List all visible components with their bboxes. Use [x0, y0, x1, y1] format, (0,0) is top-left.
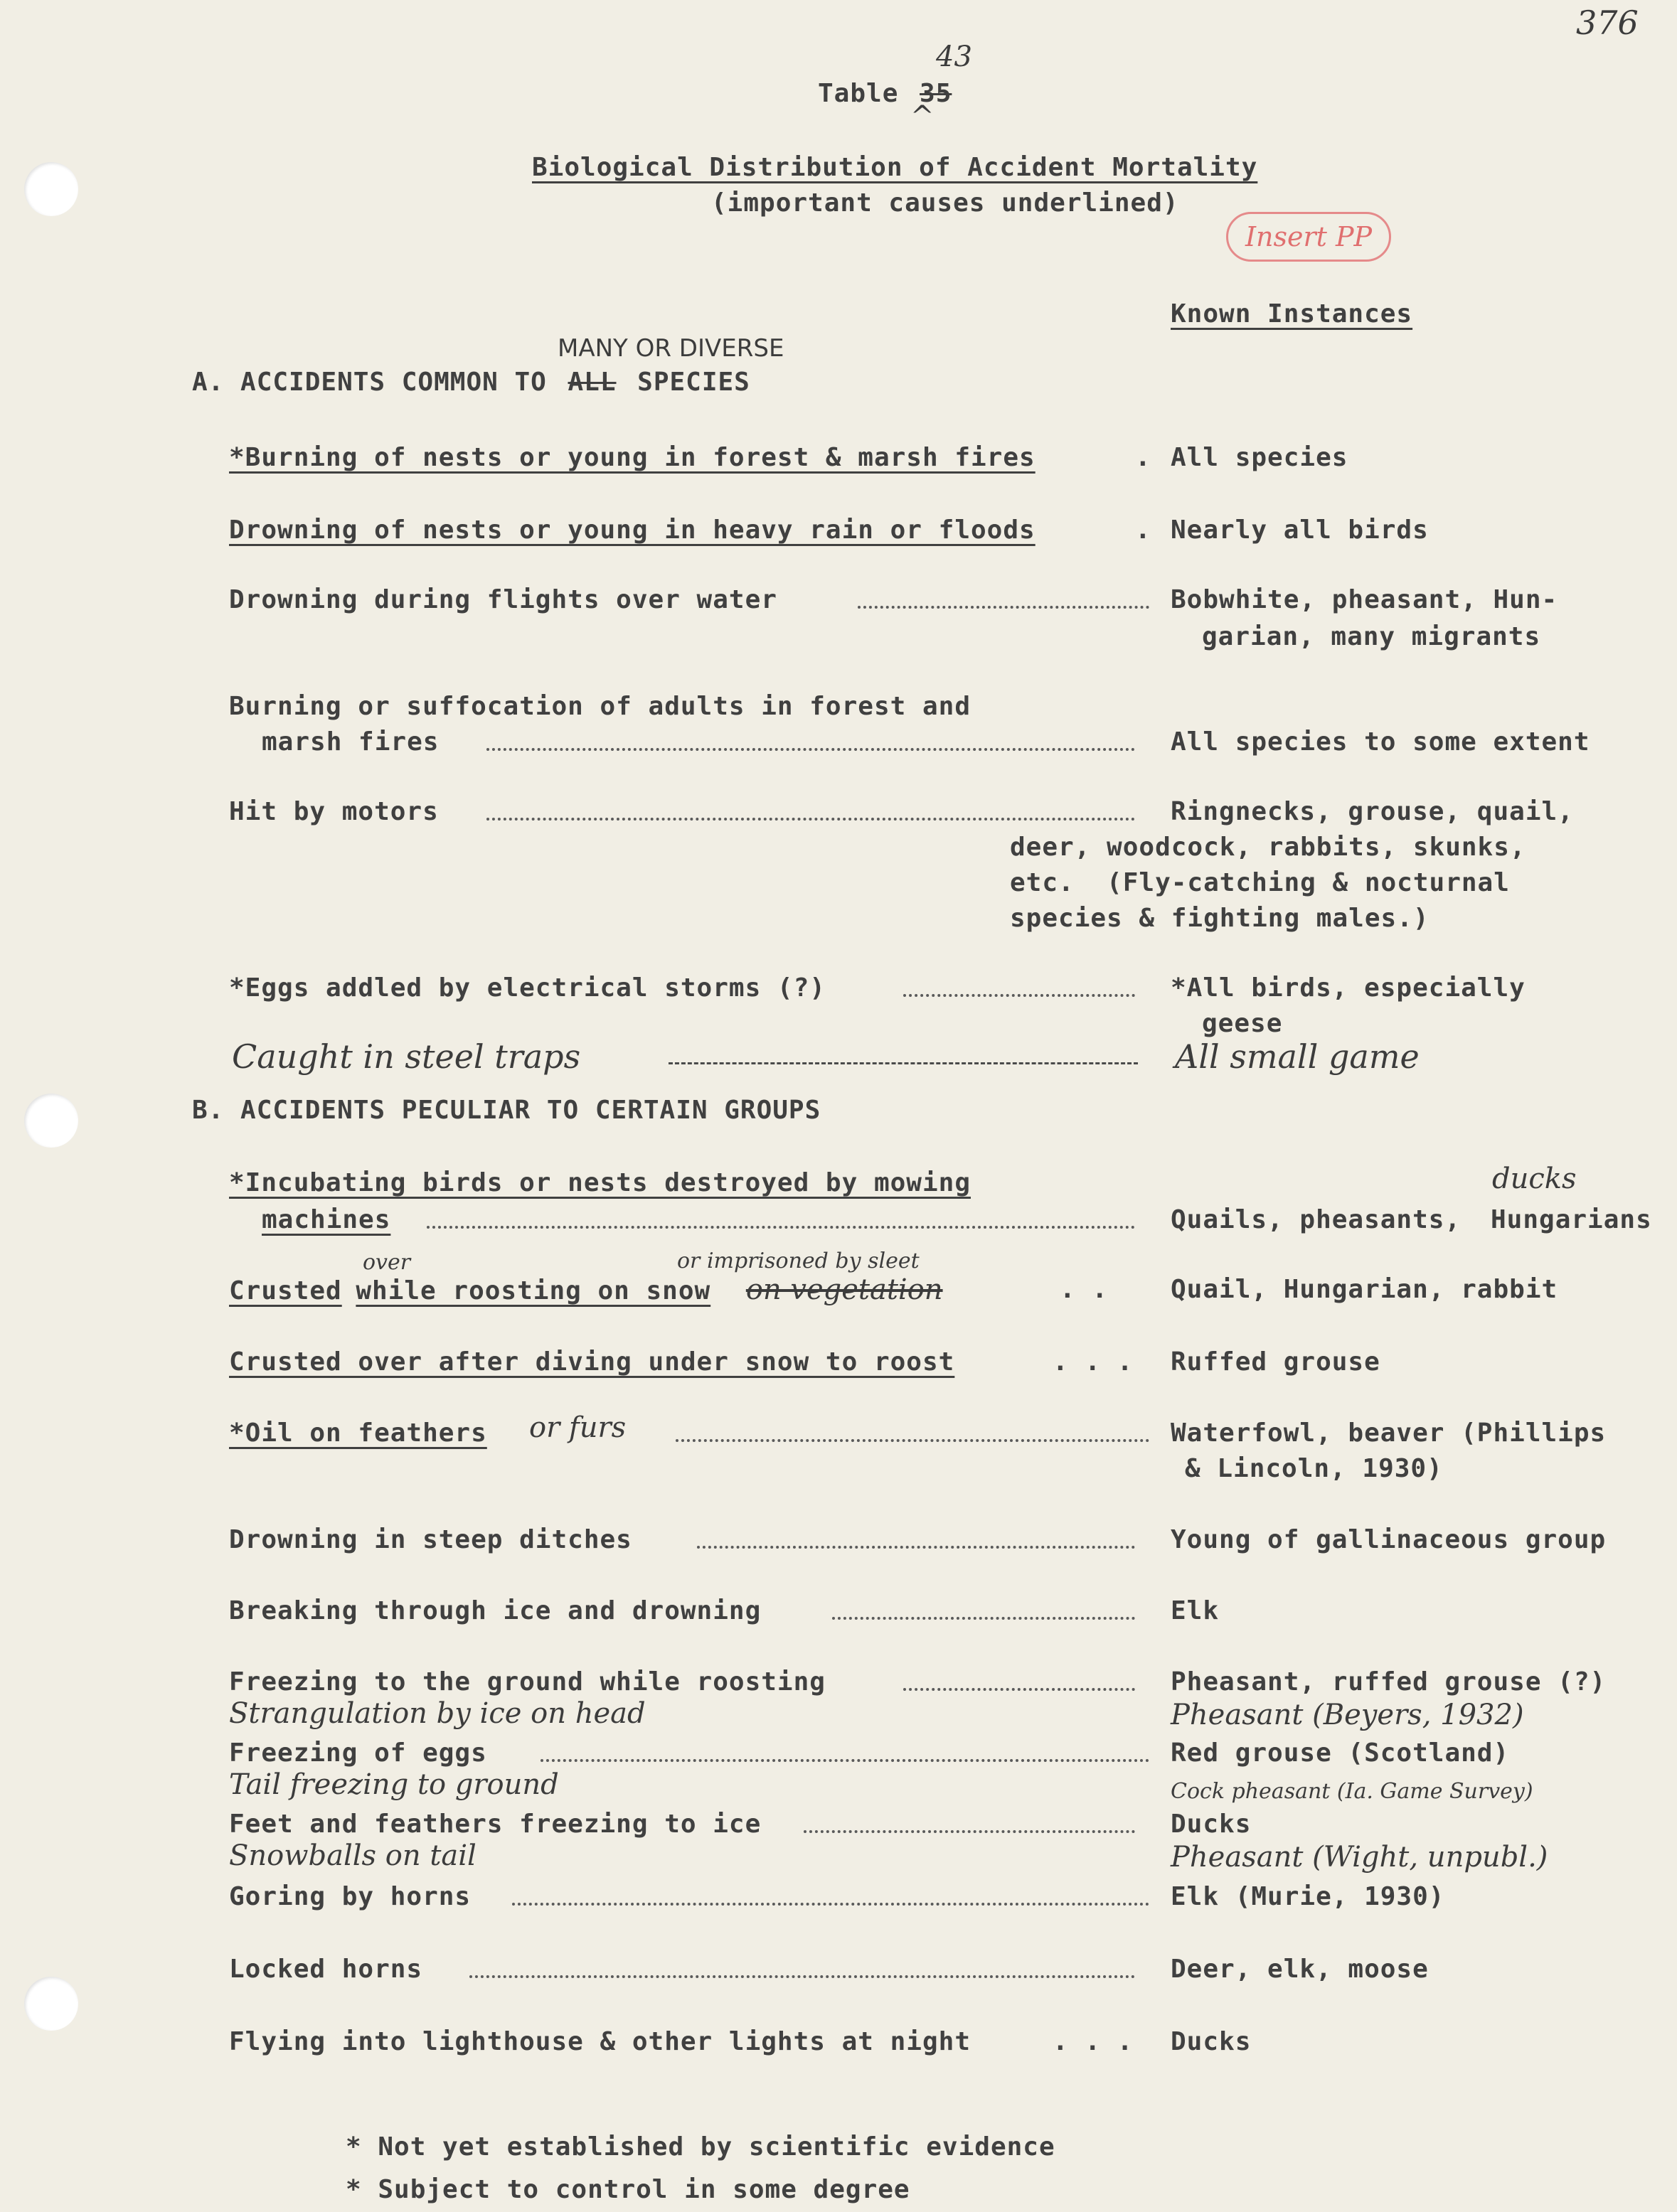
b-row-2-insert-sleet: or imprisoned by sleet	[677, 1249, 920, 1273]
b-row-3-instances: Ruffed grouse	[1171, 1347, 1380, 1377]
b-row-12-instances: Ducks	[1171, 2027, 1252, 2056]
a-row-5-instances-3: etc. (Fly-catching & nocturnal	[1010, 868, 1510, 897]
column-header-known-instances: Known Instances	[1171, 299, 1413, 328]
b-row-10-instances: Elk (Murie, 1930)	[1171, 1882, 1445, 1911]
b-hand-2-instances: Cock pheasant (Ia. Game Survey)	[1171, 1779, 1533, 1804]
b-hand-2-cause: Tail freezing to ground	[229, 1768, 559, 1801]
b-row-6-cause: Breaking through ice and drowning	[229, 1596, 762, 1625]
a-row-6-cause: *Eggs addled by electrical storms (?)	[229, 973, 826, 1003]
a-handwritten-cause: Caught in steel traps	[232, 1037, 581, 1076]
b-row-11-leader	[469, 1975, 1135, 1978]
a-row-4-instances: All species to some extent	[1171, 727, 1590, 757]
section-a-heading	[192, 365, 750, 400]
b-row-6-instances: Elk	[1171, 1596, 1220, 1625]
table-number-caret: ^	[910, 100, 935, 133]
a-row-5-instances-4: species & fighting males.)	[1010, 904, 1430, 933]
footnote-1: * Not yet established by scientific evidence	[346, 2132, 1055, 2162]
a-row-5-instances: Ringnecks, grouse, quail,	[1171, 797, 1574, 826]
b-row-6-leader	[832, 1617, 1135, 1620]
insert-stamp: Insert PP	[1226, 212, 1391, 262]
table-label: Table	[818, 79, 899, 108]
a-row-3-leader	[858, 606, 1149, 609]
b-row-2-insert-over: over	[363, 1250, 411, 1275]
b-row-1-instances: Quails, pheasants,	[1171, 1205, 1462, 1234]
a-row-6-instances: *All birds, especially	[1171, 973, 1526, 1003]
b-row-1-instances-end: Hungarians	[1491, 1205, 1652, 1234]
a-row-1-instances: All species	[1171, 443, 1348, 472]
b-row-12-dots: . . .	[1053, 2027, 1134, 2056]
section-a-heading-after: SPECIES	[637, 368, 750, 397]
a-row-4-leader	[486, 748, 1135, 751]
a-row-4-cause-2: marsh fires	[262, 727, 440, 757]
b-row-4-instances: Waterfowl, beaver (Phillips	[1171, 1418, 1607, 1448]
b-row-9-cause: Feet and feathers freezing to ice	[229, 1810, 762, 1839]
a-row-2-dot: .	[1135, 515, 1151, 545]
b-row-11-cause: Locked horns	[229, 1955, 423, 1984]
b-row-3-dots: . . .	[1053, 1347, 1134, 1377]
a-row-1-cause: *Burning of nests or young in forest & marsh fires	[229, 443, 1036, 472]
b-row-10-cause: Goring by horns	[229, 1882, 472, 1911]
b-row-12-cause: Flying into lighthouse & other lights at night	[229, 2027, 971, 2056]
b-row-4-cause: *Oil on feathers	[229, 1418, 487, 1448]
a-row-5-cause: Hit by motors	[229, 797, 439, 826]
b-row-8-leader	[541, 1759, 1149, 1762]
b-row-5-leader	[697, 1546, 1135, 1549]
b-row-4-hand: or furs	[529, 1411, 627, 1444]
footnote-2: * Subject to control in some degree	[346, 2175, 910, 2204]
punch-hole-middle	[24, 1094, 78, 1148]
b-row-7-cause: Freezing to the ground while roosting	[229, 1667, 826, 1697]
b-hand-1-cause: Strangulation by ice on head	[229, 1697, 646, 1730]
b-row-4-instances-2: & Lincoln, 1930)	[1185, 1454, 1443, 1483]
a-handwritten-instances: All small game	[1175, 1037, 1420, 1076]
b-hand-3-instances: Pheasant (Wight, unpubl.)	[1171, 1841, 1548, 1874]
a-row-3-cause: Drowning during flights over water	[229, 585, 777, 614]
a-row-6-instances-2: geese	[1202, 1009, 1283, 1038]
section-a-insert: MANY OR DIVERSE	[558, 334, 784, 363]
b-row-7-instances: Pheasant, ruffed grouse (?)	[1171, 1667, 1607, 1697]
b-hand-1-instances: Pheasant (Beyers, 1932)	[1171, 1699, 1524, 1731]
b-row-8-cause: Freezing of eggs	[229, 1738, 487, 1768]
a-row-2-cause: Drowning of nests or young in heavy rain or floods	[229, 515, 1036, 545]
b-row-1-cause: *Incubating birds or nests destroyed by mowing	[229, 1168, 971, 1197]
b-row-1-insert: ducks	[1492, 1163, 1577, 1195]
b-row-2-instances: Quail, Hungarian, rabbit	[1171, 1275, 1558, 1304]
b-row-2-dots: . .	[1060, 1275, 1109, 1304]
b-row-3-cause: Crusted over after diving under snow to roost	[229, 1347, 955, 1377]
table-number-struck: 35	[920, 79, 952, 108]
a-row-5-instances-2: deer, woodcock, rabbits, skunks,	[1010, 833, 1526, 862]
b-row-2-cause-mid: while roosting on snow	[356, 1276, 711, 1305]
page-number: 376	[1576, 4, 1639, 42]
b-row-5-instances: Young of gallinaceous group	[1171, 1525, 1607, 1554]
b-row-1-cause-2: machines	[262, 1205, 391, 1234]
b-row-9-leader	[804, 1830, 1135, 1833]
b-row-2-struck: on vegetation	[745, 1273, 943, 1306]
b-row-4-leader	[676, 1439, 1149, 1442]
b-row-7-leader	[903, 1688, 1135, 1691]
punch-hole-bottom	[24, 1977, 78, 2031]
b-row-8-instances: Red grouse (Scotland)	[1171, 1738, 1510, 1768]
b-row-5-cause: Drowning in steep ditches	[229, 1525, 632, 1554]
section-b-heading: B. ACCIDENTS PECULIAR TO CERTAIN GROUPS	[192, 1096, 821, 1125]
a-row-5-leader	[486, 818, 1135, 821]
a-row-3-instances: Bobwhite, pheasant, Hun-	[1171, 585, 1558, 614]
b-row-9-instances: Ducks	[1171, 1810, 1252, 1839]
section-a-heading-before: A. ACCIDENTS COMMON TO	[192, 368, 547, 397]
a-row-6-leader	[903, 994, 1135, 997]
b-row-10-leader	[512, 1903, 1149, 1906]
b-row-2-cause	[229, 1273, 943, 1308]
a-row-4-cause: Burning or suffocation of adults in forest and	[229, 692, 971, 721]
b-row-1-leader	[427, 1226, 1135, 1229]
b-row-11-instances: Deer, elk, moose	[1171, 1955, 1429, 1984]
section-a-heading-struck: ALL	[568, 368, 617, 397]
punch-hole-top	[24, 162, 78, 216]
a-row-2-instances: Nearly all birds	[1171, 515, 1429, 545]
b-row-2-cause-start: Crusted	[229, 1276, 342, 1305]
a-handwritten-leader	[669, 1062, 1138, 1064]
a-row-1-dot: .	[1135, 443, 1151, 472]
table-title: Biological Distribution of Accident Mortality	[532, 153, 1258, 182]
table-subtitle: (important causes underlined)	[711, 188, 1179, 218]
table-number-inserted: 43	[936, 41, 972, 73]
a-row-3-instances-2: garian, many migrants	[1202, 622, 1541, 651]
b-hand-3-cause: Snowballs on tail	[229, 1839, 477, 1872]
